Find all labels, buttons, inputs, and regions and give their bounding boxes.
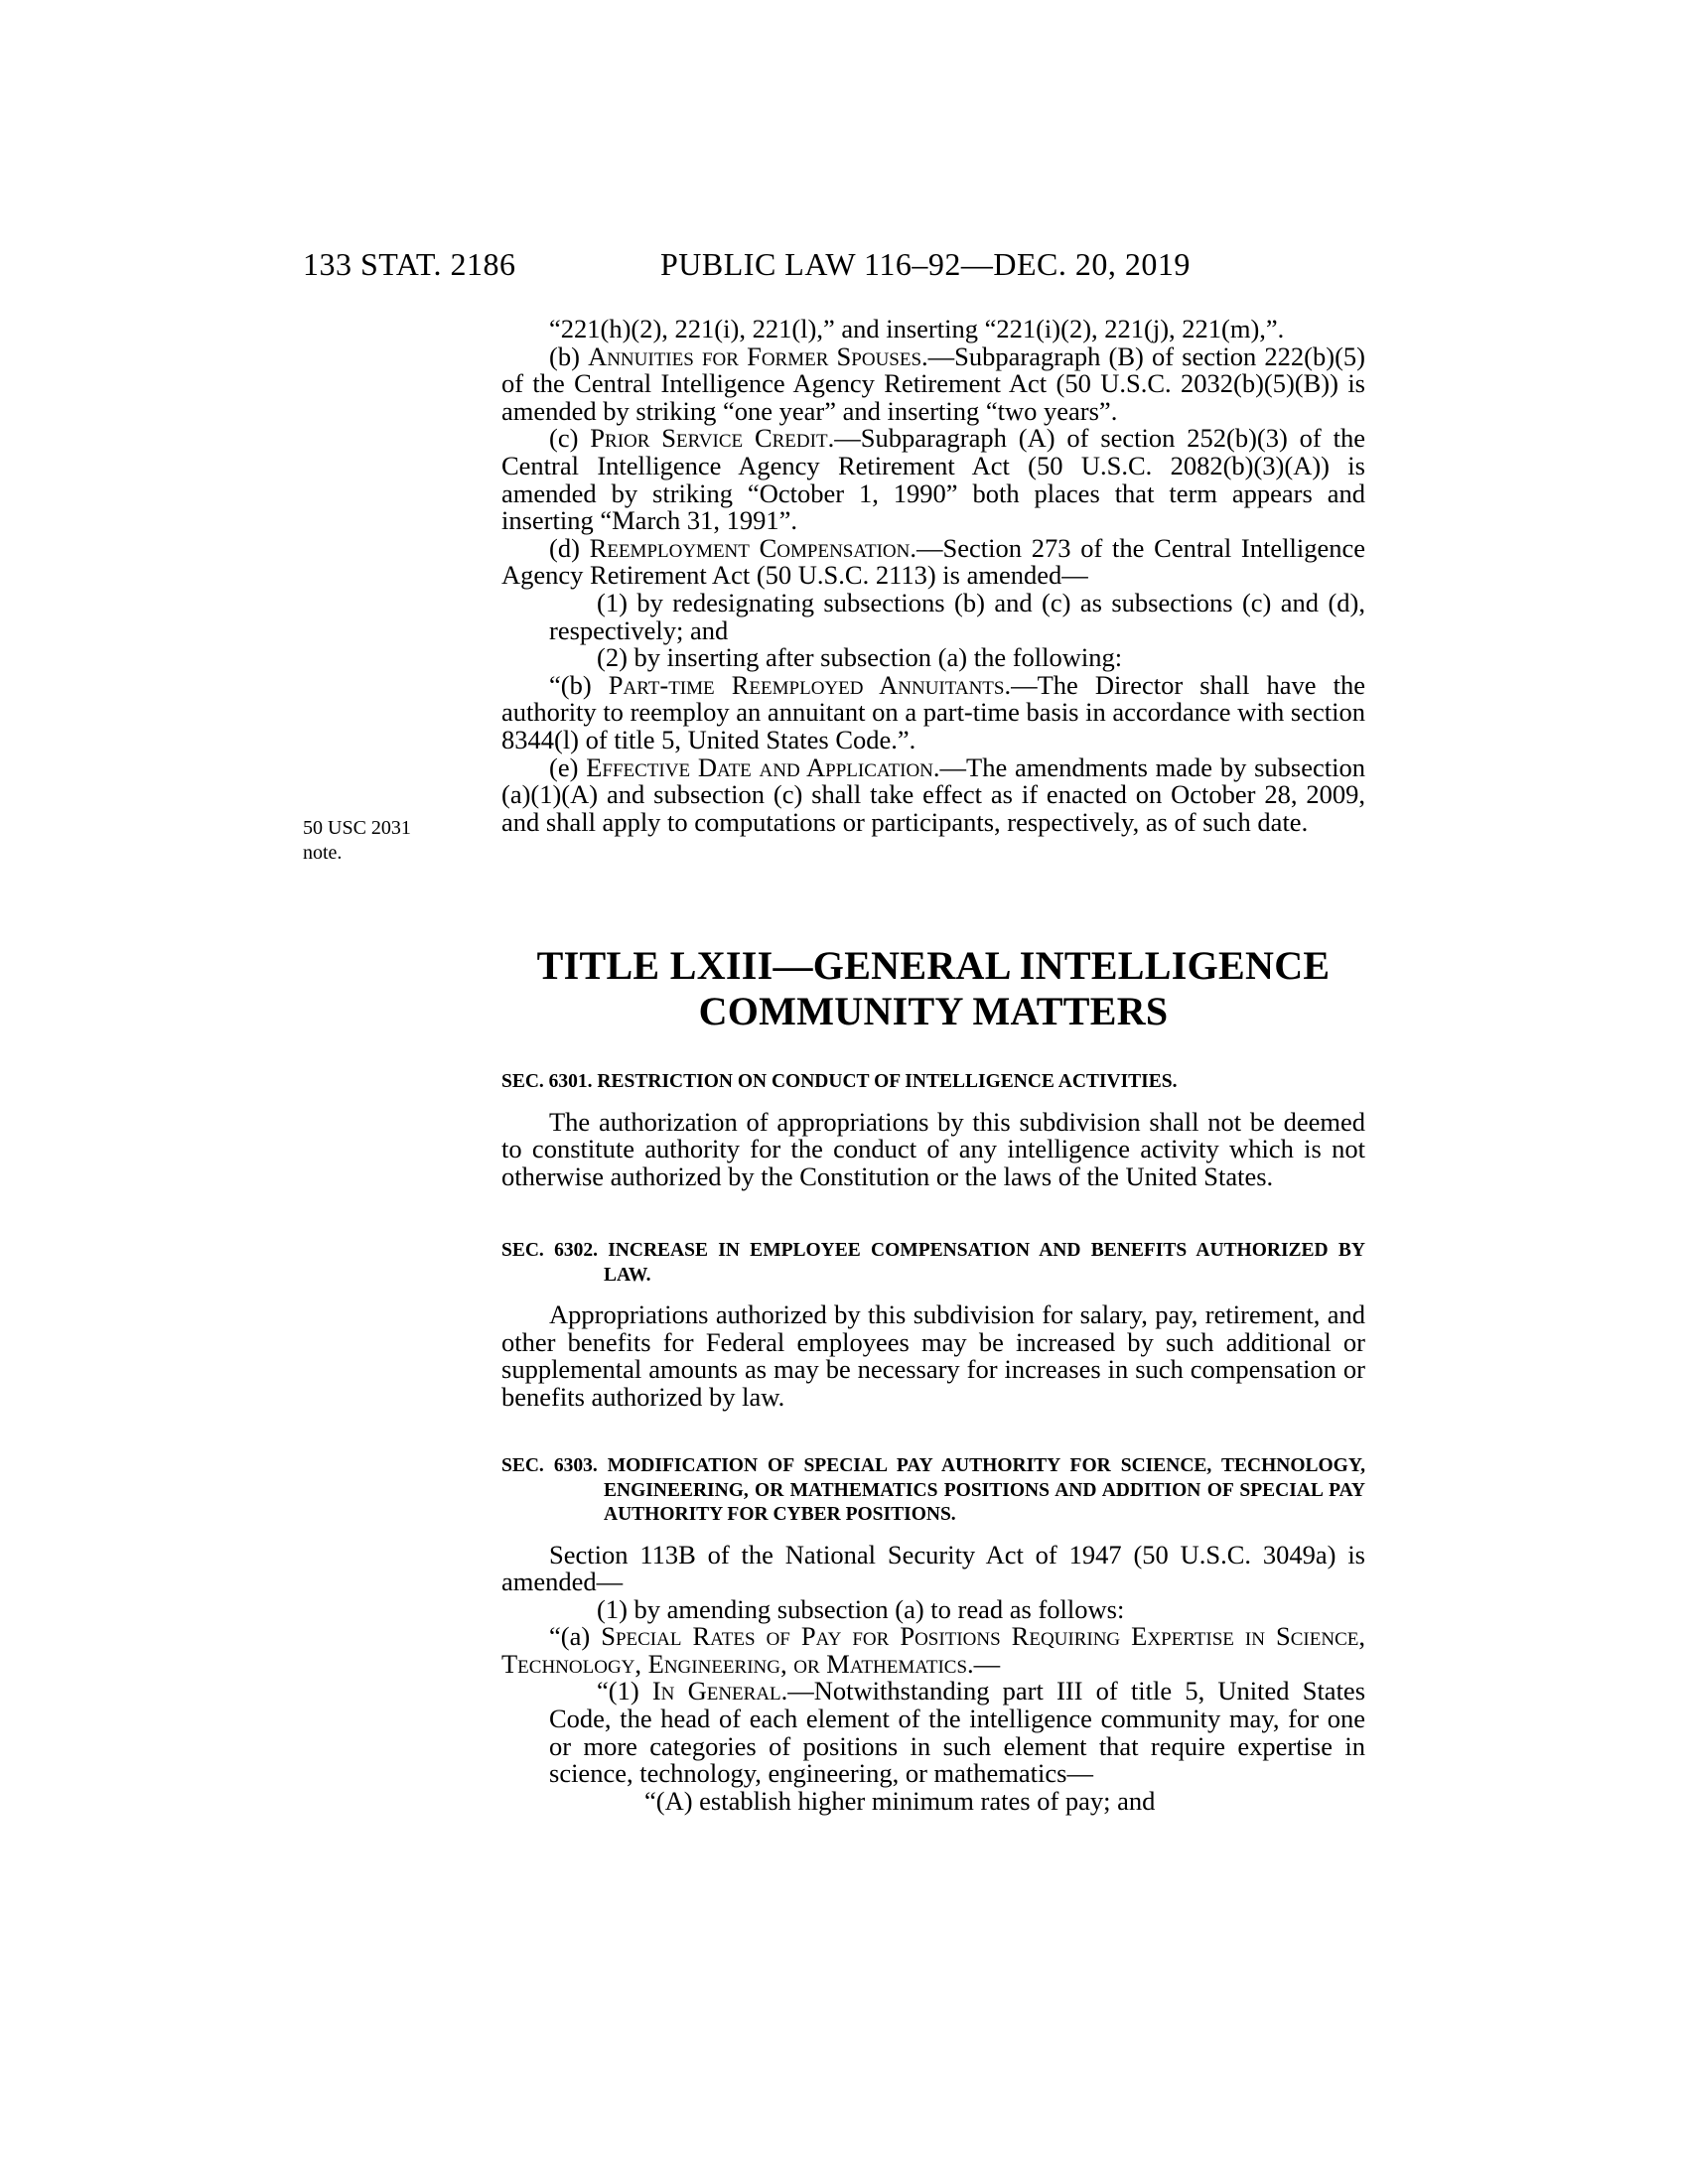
title-line-2: COMMUNITY MATTERS <box>698 989 1169 1033</box>
subsection-d: (d) Reemployment Compensation.—Section 273 of the Central Intelligence Agency Retirement Act (50 U.S.C. 2113) is amended— <box>501 532 1365 591</box>
quoted-paragraph-1: “(1) In General.—Notwithstanding part III of title 5, United States Code, the head of each element of the intelligence community may, for one or more categories of positions in such element that require expertise in science, technology, engineering, or mathematics— <box>549 1676 1366 1789</box>
title-line-1: TITLE LXIII—GENERAL INTELLIGENCE <box>536 943 1331 988</box>
section-6303-item-1: (1) by amending subsection (a) to read as follows: <box>597 1593 1125 1624</box>
subsection-c: (c) Prior Service Credit.—Subparagraph (A) of section 252(b)(3) of the Central Intelligence Agency Retirement Act (50 U.S.C. 2082(b)(3)(A)) is amended by striking “October 1, 1990” both places that term appears and inserting “March 31, 1991”. <box>501 423 1365 536</box>
section-6301-heading: SEC. 6301. RESTRICTION ON CONDUCT OF INTELLIGENCE ACTIVITIES. <box>501 1071 1178 1092</box>
section-6303-heading: SEC. 6303. MODIFICATION OF SPECIAL PAY AUTHORITY FOR SCIENCE, TECHNOLOGY, ENGINEERING, OR MATHEMATICS POSITIONS AND ADDITION OF SPECIAL PAY AUTHORITY FOR CYBER POSITIONS. <box>501 1455 1365 1525</box>
margin-note-citation: 50 USC 2031 <box>303 817 411 839</box>
continued-text <box>501 316 1365 836</box>
section-6301 <box>501 1070 1365 1190</box>
subsection-b: (b) Annuities for Former Spouses.—Subparagraph (B) of section 222(b)(5) of the Central Intelligence Agency Retirement Act (50 U.S.C. 2032(b)(5)(B)) is amended by striking “one year” and inserting “two years”. <box>501 341 1365 426</box>
statute-page-number: 133 STAT. 2186 <box>303 246 516 282</box>
quoted-subsection-b: “(b) Part-time Reemployed Annuitants.—The Director shall have the authority to reemploy an annuitant on a part-time basis in accordance with section 8344(l) of title 5, United States Code.”. <box>501 669 1365 754</box>
title-heading <box>501 943 1365 1034</box>
subsection-e-heading: Effective Date and Application. <box>586 751 940 782</box>
quoted-subsection-a-heading: Special Rates of Pay for Positions Requiring Expertise in Science, Technology, Engineering, or Mathematics. <box>501 1621 1365 1679</box>
quoted-subsection-b-heading: Part-time Reemployed Annuitants. <box>608 669 1012 700</box>
section-6302-text: Appropriations authorized by this subdivision for salary, pay, retirement, and other benefits for Federal employees may be increased by such additional or supplemental amounts as may be necessary for increases in such compensation or benefits authorized by law. <box>501 1299 1365 1412</box>
public-law-citation: PUBLIC LAW 116–92—DEC. 20, 2019 <box>660 246 1191 282</box>
quoted-paragraph-1-heading: In General. <box>651 1676 788 1706</box>
subsection-d-heading: Reemployment Compensation. <box>589 532 916 563</box>
margin-note-label: note. <box>303 842 343 864</box>
page-header <box>303 246 1425 286</box>
subsection-b-heading: Annuities for Former Spouses. <box>588 341 928 371</box>
section-6302-heading: SEC. 6302. INCREASE IN EMPLOYEE COMPENSATION AND BENEFITS AUTHORIZED BY LAW. <box>501 1240 1365 1286</box>
section-6302 <box>501 1239 1365 1411</box>
section-6303-intro: Section 113B of the National Security Act of 1947 (50 U.S.C. 3049a) is amended— <box>501 1539 1365 1597</box>
paragraph-d1: (1) by redesignating subsections (b) and (c) as subsections (c) and (d), respectively; and <box>549 587 1365 645</box>
quoted-subparagraph-A: “(A) establish higher minimum rates of pay; and <box>644 1785 1156 1816</box>
subsection-e: (e) Effective Date and Application.—The amendments made by subsection (a)(1)(A) and subsection (c) shall take effect as if enacted on October 28, 2009, and shall apply to computations or participants, respectively, as of such date. <box>501 751 1365 837</box>
continued-paragraph: “221(h)(2), 221(i), 221(l),” and inserting “221(i)(2), 221(j), 221(m),”. <box>549 314 1285 343</box>
margin-note <box>303 816 411 866</box>
section-6303 <box>501 1454 1365 1815</box>
paragraph-d2: (2) by inserting after subsection (a) the following: <box>597 642 1123 673</box>
subsection-c-heading: Prior Service Credit. <box>590 423 835 454</box>
section-6301-text: The authorization of appropriations by this subdivision shall not be deemed to constitute authority for the conduct of any intelligence activity which is not otherwise authorized by the Constitution or the laws of the United States. <box>501 1106 1365 1191</box>
quoted-subsection-a: “(a) Special Rates of Pay for Positions Requiring Expertise in Science, Technology, Engineering, or Mathematics.— <box>501 1621 1365 1679</box>
